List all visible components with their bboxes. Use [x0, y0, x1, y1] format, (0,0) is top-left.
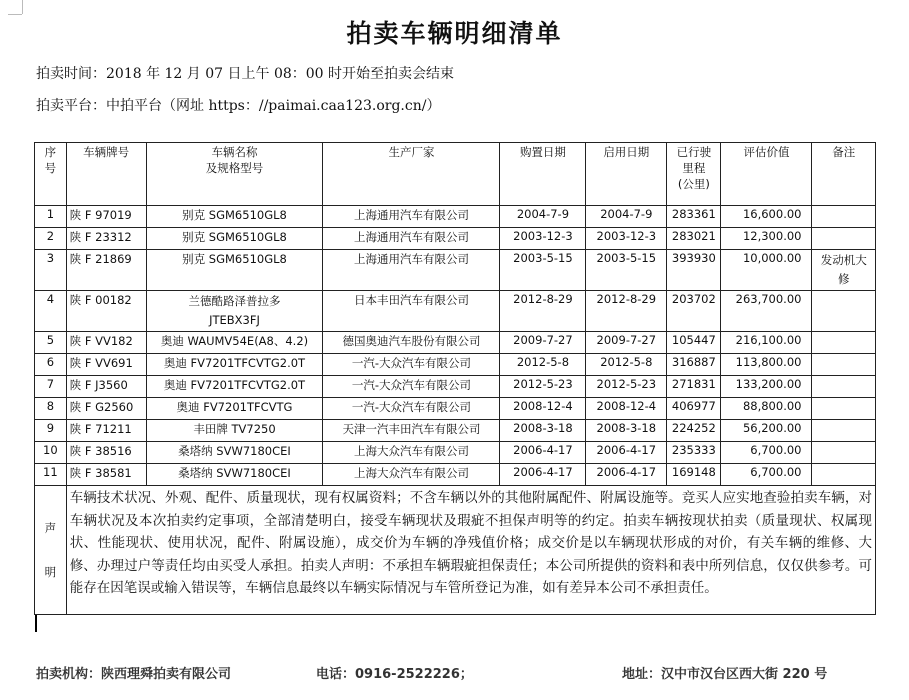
cell-note — [812, 228, 876, 250]
cell-value: 88,800.00 — [721, 398, 812, 420]
statement-row — [35, 486, 876, 615]
table-row — [35, 354, 876, 376]
cell-start-date: 2009-7-27 — [586, 332, 667, 354]
cell-plate: 陕 F VV182 — [66, 332, 146, 354]
footer-address: 地址：汉中市汉台区西大街 220 号 — [622, 667, 828, 682]
table-row — [35, 291, 876, 332]
cell-plate: 陕 F VV691 — [66, 354, 146, 376]
cell-plate: 陕 F 38581 — [66, 464, 146, 486]
cell-plate: 陕 F 71211 — [66, 420, 146, 442]
cell-mileage: 283021 — [667, 228, 721, 250]
cell-no: 3 — [35, 250, 67, 291]
cell-value: 6,700.00 — [721, 464, 812, 486]
cell-maker: 上海大众汽车有限公司 — [323, 464, 500, 486]
cell-model: 奥迪 FV7201TFCVTG — [146, 398, 323, 420]
cell-purchase-date: 2008-3-18 — [500, 420, 586, 442]
cell-start-date: 2012-5-8 — [586, 354, 667, 376]
cell-note — [812, 464, 876, 486]
footer-phone: 电话：0916-2522226； — [316, 667, 473, 682]
cell-plate: 陕 F 38516 — [66, 442, 146, 464]
cell-maker: 上海通用汽车有限公司 — [323, 250, 500, 291]
cell-purchase-date: 2003-12-3 — [500, 228, 586, 250]
cell-purchase-date: 2012-8-29 — [500, 291, 586, 332]
cell-value: 113,800.00 — [721, 354, 812, 376]
cell-mileage: 316887 — [667, 354, 721, 376]
cell-mileage: 224252 — [667, 420, 721, 442]
cell-no: 9 — [35, 420, 67, 442]
cell-no: 8 — [35, 398, 67, 420]
col-header-value: 评估价值 — [721, 143, 812, 206]
cell-start-date: 2003-12-3 — [586, 228, 667, 250]
cell-start-date: 2008-3-18 — [586, 420, 667, 442]
cell-note — [812, 420, 876, 442]
cell-value: 56,200.00 — [721, 420, 812, 442]
cell-note — [812, 376, 876, 398]
page-title: 拍卖车辆明细清单 — [346, 19, 563, 48]
cell-mileage: 406977 — [667, 398, 721, 420]
table-row — [35, 332, 876, 354]
cell-mileage: 271831 — [667, 376, 721, 398]
cell-value: 6,700.00 — [721, 442, 812, 464]
cell-note — [812, 442, 876, 464]
cell-start-date: 2008-12-4 — [586, 398, 667, 420]
cell-start-date: 2012-8-29 — [586, 291, 667, 332]
cell-mileage: 105447 — [667, 332, 721, 354]
cell-note — [812, 206, 876, 228]
cell-purchase-date: 2006-4-17 — [500, 442, 586, 464]
cell-model: 奥迪 FV7201TFCVTG2.0T — [146, 376, 323, 398]
table-row — [35, 228, 876, 250]
cell-value: 216,100.00 — [721, 332, 812, 354]
table-row — [35, 398, 876, 420]
cell-no: 1 — [35, 206, 67, 228]
cell-model: 桑塔纳 SVW7180CEI — [146, 464, 323, 486]
table-header-row — [35, 143, 876, 206]
col-header-plate: 车辆牌号 — [66, 143, 146, 206]
cell-mileage: 283361 — [667, 206, 721, 228]
statement-label-char: 明 — [44, 565, 57, 579]
table-row — [35, 250, 876, 291]
cell-no: 10 — [35, 442, 67, 464]
cell-start-date: 2003-5-15 — [586, 250, 667, 291]
col-header-model: 车辆名称 及规格型号 — [146, 143, 323, 206]
cell-purchase-date: 2009-7-27 — [500, 332, 586, 354]
cell-value: 10,000.00 — [721, 250, 812, 291]
cell-model: 别克 SGM6510GL8 — [146, 228, 323, 250]
statement-label — [35, 486, 67, 615]
cell-no: 2 — [35, 228, 67, 250]
cell-mileage: 235333 — [667, 442, 721, 464]
statement-label-char: 声 — [44, 521, 57, 535]
cell-maker: 上海通用汽车有限公司 — [323, 228, 500, 250]
col-header-seq: 序 号 — [35, 143, 67, 206]
cell-model: 桑塔纳 SVW7180CEI — [146, 442, 323, 464]
cell-maker: 一汽-大众汽车有限公司 — [323, 398, 500, 420]
cell-purchase-date: 2003-5-15 — [500, 250, 586, 291]
statement-text: 车辆技术状况、外观、配件、质量现状，现有权属资料；不含车辆以外的其他附属配件、附属设施等。竞买人应实地查验拍卖车辆，对车辆状况及本次拍卖约定事项，全部清楚明白，接受车辆现状及瑕疵不担保声明等的约定。拍卖车辆按现状拍卖（质量现状、权属现状、性能现状、使用状况，配件、附属设施），成交价为车辆的净残值价格；成交价是以车辆现状形成的对价，有关车辆的维修、大修、办理过户等责任均由买受人承担。拍卖人声明：不承担车辆瑕疵担保责任；本公司所提供的资料和表中所列信息，仅仅供参考。可能存在因笔误或输入错误等，车辆信息最终以车辆实际情况与车管所登记为准，如有差异本公司不承担责任。 — [66, 486, 875, 615]
cell-model: 兰德酷路泽普拉多 JTEBX3FJ — [146, 291, 323, 332]
vehicle-table — [34, 142, 876, 615]
col-header-start-date: 启用日期 — [586, 143, 667, 206]
cell-purchase-date: 2006-4-17 — [500, 464, 586, 486]
cell-plate: 陕 F 23312 — [66, 228, 146, 250]
cell-mileage: 393930 — [667, 250, 721, 291]
table-row — [35, 464, 876, 486]
cell-plate: 陕 F G2560 — [66, 398, 146, 420]
auction-platform: 拍卖平台：中拍平台（网址 https：//paimai.caa123.org.cn/） — [36, 98, 441, 114]
table-row — [35, 420, 876, 442]
cell-no: 7 — [35, 376, 67, 398]
cell-purchase-date: 2008-12-4 — [500, 398, 586, 420]
cell-plate: 陕 F J3560 — [66, 376, 146, 398]
cell-purchase-date: 2004-7-9 — [500, 206, 586, 228]
cell-start-date: 2006-4-17 — [586, 442, 667, 464]
cell-start-date: 2006-4-17 — [586, 464, 667, 486]
col-header-purchase-date: 购置日期 — [500, 143, 586, 206]
cell-note: 发动机大 修 — [812, 250, 876, 291]
cell-model: 丰田牌 TV7250 — [146, 420, 323, 442]
cell-purchase-date: 2012-5-8 — [500, 354, 586, 376]
cell-maker: 德国奥迪汽车股份有限公司 — [323, 332, 500, 354]
cell-model: 奥迪 WAUMV54E(A8、4.2) — [146, 332, 323, 354]
cell-no: 11 — [35, 464, 67, 486]
table-row — [35, 442, 876, 464]
cell-maker: 一汽-大众汽车有限公司 — [323, 376, 500, 398]
cell-maker: 一汽-大众汽车有限公司 — [323, 354, 500, 376]
cell-mileage: 203702 — [667, 291, 721, 332]
cell-value: 16,600.00 — [721, 206, 812, 228]
cell-no: 6 — [35, 354, 67, 376]
table-row — [35, 206, 876, 228]
text-cursor — [35, 615, 37, 632]
cell-plate: 陕 F 97019 — [66, 206, 146, 228]
cell-plate: 陕 F 21869 — [66, 250, 146, 291]
cell-value: 133,200.00 — [721, 376, 812, 398]
cell-note — [812, 398, 876, 420]
cell-model: 奥迪 FV7201TFCVTG2.0T — [146, 354, 323, 376]
footer-org: 拍卖机构：陕西理舜拍卖有限公司 — [36, 667, 232, 682]
cell-no: 5 — [35, 332, 67, 354]
cell-mileage: 169148 — [667, 464, 721, 486]
cell-start-date: 2004-7-9 — [586, 206, 667, 228]
col-header-maker: 生产厂家 — [323, 143, 500, 206]
cell-maker: 日本丰田汽车有限公司 — [323, 291, 500, 332]
page-corner-mark — [22, 0, 23, 14]
cell-maker: 上海大众汽车有限公司 — [323, 442, 500, 464]
cell-value: 12,300.00 — [721, 228, 812, 250]
cell-purchase-date: 2012-5-23 — [500, 376, 586, 398]
cell-maker: 天津一汽丰田汽车有限公司 — [323, 420, 500, 442]
cell-model: 别克 SGM6510GL8 — [146, 206, 323, 228]
cell-plate: 陕 F 00182 — [66, 291, 146, 332]
col-header-note: 备注 — [812, 143, 876, 206]
auction-time: 拍卖时间：2018 年 12 月 07 日上午 08：00 时开始至拍卖会结束 — [36, 66, 455, 82]
cell-note — [812, 354, 876, 376]
cell-no: 4 — [35, 291, 67, 332]
cell-note — [812, 291, 876, 332]
cell-note — [812, 332, 876, 354]
cell-start-date: 2012-5-23 — [586, 376, 667, 398]
cell-maker: 上海通用汽车有限公司 — [323, 206, 500, 228]
cell-model: 别克 SGM6510GL8 — [146, 250, 323, 291]
table-row — [35, 376, 876, 398]
col-header-mileage: 已行驶 里程 (公里) — [667, 143, 721, 206]
cell-value: 263,700.00 — [721, 291, 812, 332]
